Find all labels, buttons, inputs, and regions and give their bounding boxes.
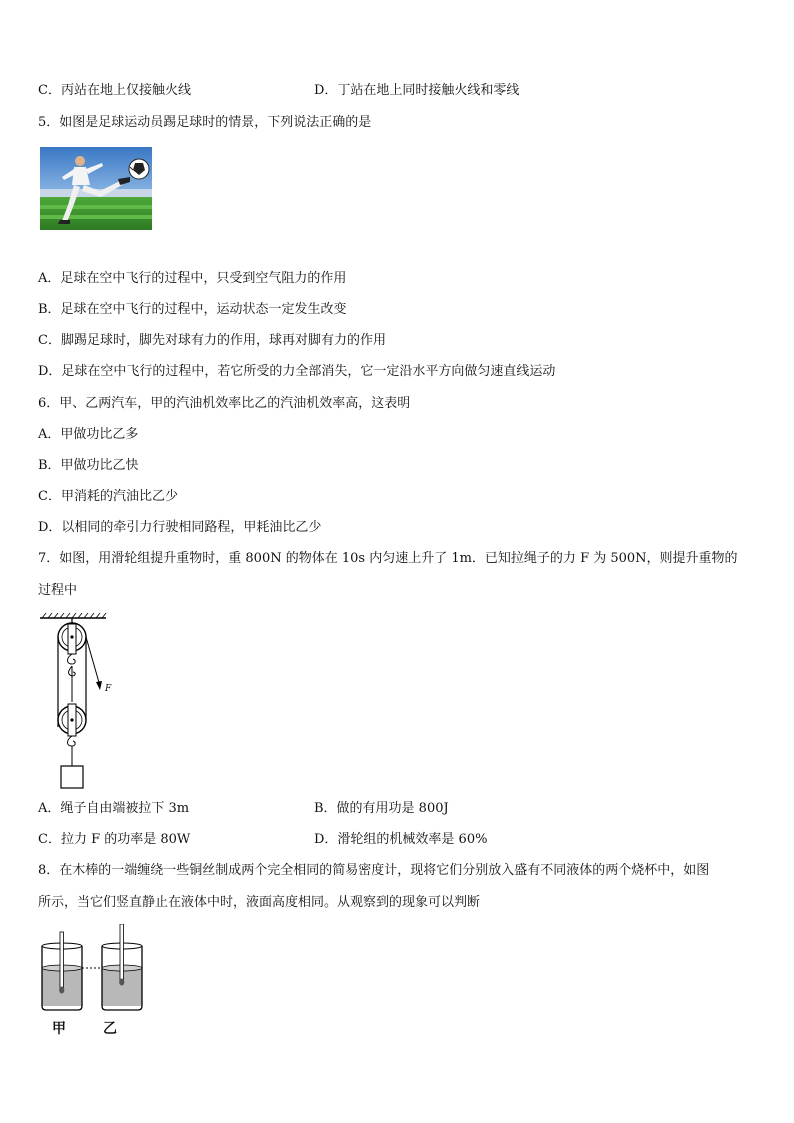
q7-option-a: A．绳子自由端被拉下 3m	[38, 801, 190, 816]
label-yi: 乙	[103, 1021, 117, 1037]
q4-option-c: C．丙站在地上仅接触火线	[38, 83, 191, 98]
q5-option-a: A．足球在空中飞行的过程中，只受到空气阻力的作用	[38, 271, 347, 286]
q8-stem-line2: 所示，当它们竖直静止在液体中时，液面高度相同。从观察到的现象可以判断	[38, 895, 481, 910]
q5-option-d: D．足球在空中飞行的过程中，若它所受的力全部消失，它一定沿水平方向做匀速直线运动	[38, 364, 556, 379]
q7-stem-line2: 过程中	[38, 583, 78, 598]
pulley-system-diagram	[36, 612, 126, 792]
q5-option-c: C．脚踢足球时，脚先对球有力的作用，球再对脚有力的作用	[38, 333, 386, 348]
q6-stem: 6．甲、乙两汽车，甲的汽油机效率比乙的汽油机效率高，这表明	[38, 396, 411, 411]
q6-option-c: C．甲消耗的汽油比乙少	[38, 489, 178, 504]
q7-option-b: B．做的有用功是 800J	[314, 801, 449, 816]
q6-option-b: B．甲做功比乙快	[38, 458, 139, 473]
q4-option-d: D．丁站在地上同时接触火线和零线	[314, 83, 520, 98]
q6-option-d: D．以相同的牵引力行驶相同路程，甲耗油比乙少	[38, 520, 322, 535]
force-label: F	[105, 684, 112, 694]
q7-option-d: D．滑轮组的机械效率是 60%	[314, 832, 488, 847]
soccer-player-photo	[40, 147, 152, 230]
q6-option-a: A．甲做功比乙多	[38, 427, 139, 442]
q5-stem: 5．如图是足球运动员踢足球时的情景，下列说法正确的是	[38, 115, 372, 130]
q8-stem-line1: 8．在木棒的一端缠绕一些铜丝制成两个完全相同的简易密度计，现将它们分别放入盛有不同液体的两个烧杯中，如图	[38, 863, 710, 878]
q7-stem-line1: 7．如图，用滑轮组提升重物时，重 800N 的物体在 10s 内匀速上升了 1m．已知拉绳子的力 F 为 500N，则提升重物的	[38, 551, 738, 566]
label-jia: 甲	[52, 1021, 66, 1037]
q7-option-c: C．拉力 F 的功率是 80W	[38, 832, 191, 847]
q5-option-b: B．足球在空中飞行的过程中，运动状态一定发生改变	[38, 302, 347, 317]
density-meter-diagram	[36, 924, 146, 1014]
